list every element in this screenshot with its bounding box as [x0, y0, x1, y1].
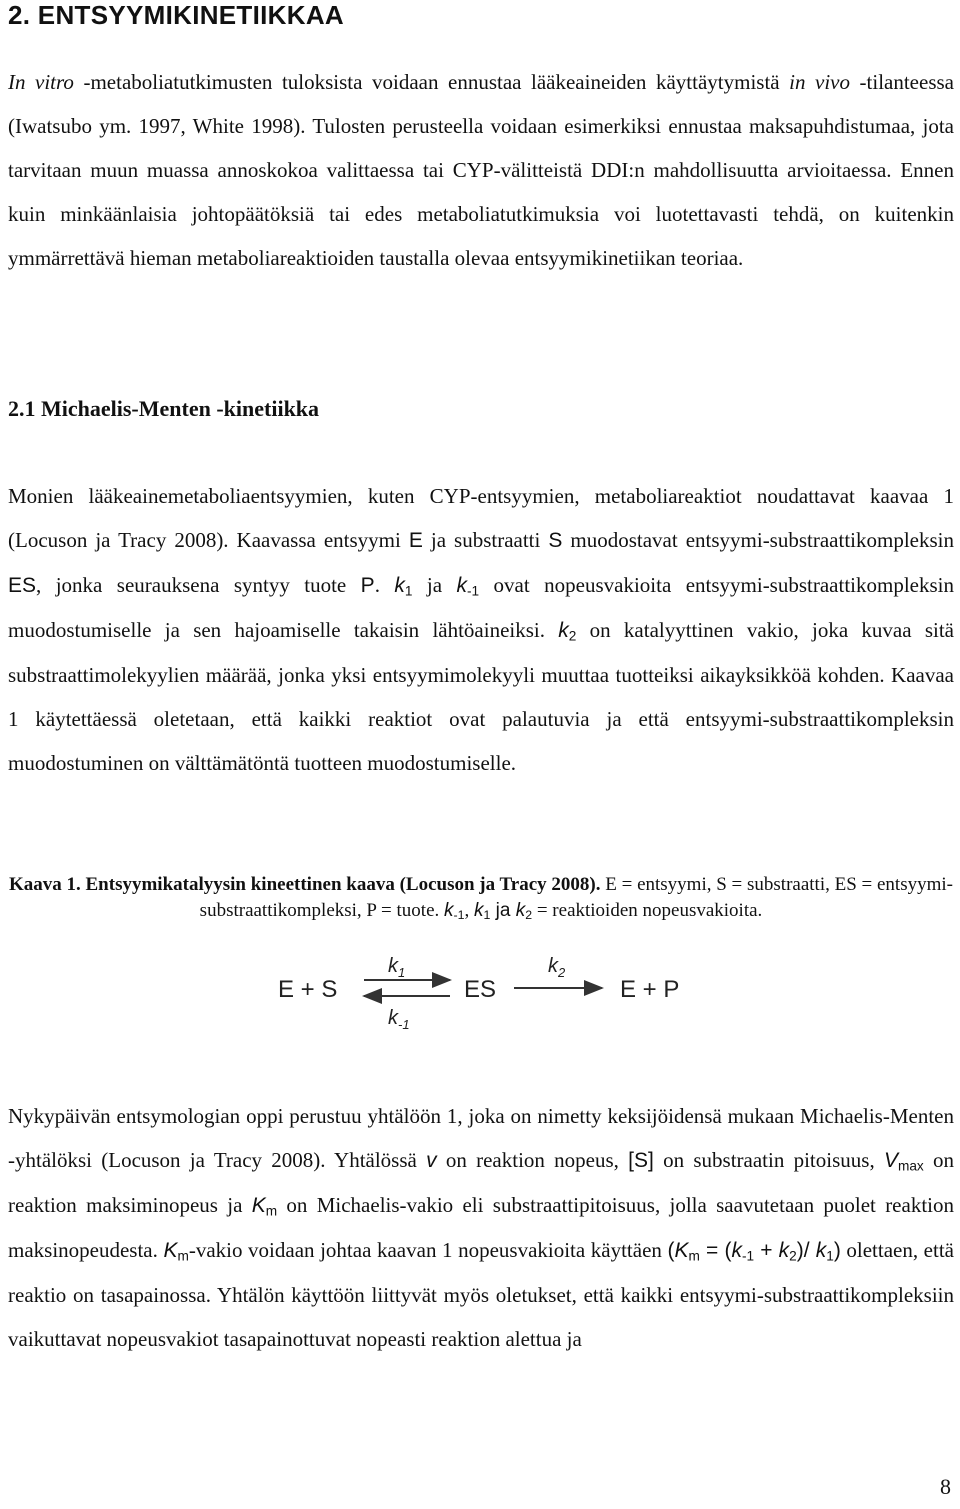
text-run: ja	[490, 900, 516, 921]
text-run: on reaktion maksiminopeus ja	[8, 1148, 955, 1217]
text-run: E = entsyymi, S = substraatti, ES = entsyymi-substraattikompleksi, P = tuote.	[199, 874, 953, 921]
subscript: 2	[789, 1248, 797, 1264]
section-heading: 2. ENTSYYMIKINETIIKKAA	[8, 0, 344, 30]
subscript: m	[265, 1203, 278, 1219]
text-run: ja substraatti	[422, 528, 549, 552]
equation-plus: +	[754, 1239, 779, 1262]
text-run: ,	[464, 900, 474, 921]
text-run: ja	[412, 573, 457, 597]
text-run: Monien lääkeainemetaboliaentsyymien, kuten CYP-entsyymien, metaboliareaktiot noudattavat kaavaa 1 (Locuson ja Tracy 2008). Kaavassa entsyymi	[8, 484, 954, 552]
subscript: m	[177, 1248, 189, 1264]
symbol-k: k	[815, 1239, 827, 1262]
paragraph-intro	[8, 60, 954, 280]
k1-subscript: 1	[398, 965, 406, 980]
symbol-e: E	[408, 529, 423, 552]
subscript: 1	[404, 583, 413, 599]
symbol-k: k	[444, 900, 454, 921]
symbol-k: k	[394, 574, 405, 597]
symbol-k: k	[778, 1239, 790, 1262]
complex-label: ES	[464, 976, 497, 1003]
text-run: on Michaelis-vakio eli substraattipitoisuus, jolla saavutetaan puolet reaktion maksinopeudesta.	[8, 1193, 954, 1262]
reactants-label: E + S	[278, 976, 338, 1003]
reaction-scheme	[266, 950, 696, 1040]
text-run: muodostavat entsyymi-substraattikompleksin	[562, 528, 954, 552]
symbol-v: v	[426, 1149, 437, 1172]
subsection-heading: 2.1 Michaelis-Menten -kinetiikka	[8, 396, 320, 421]
symbol-p: P	[360, 574, 375, 597]
symbol-k: k	[558, 619, 569, 642]
subscript: m	[688, 1248, 700, 1264]
subscript: 2	[568, 628, 577, 644]
subscript: max	[897, 1158, 924, 1174]
symbol-es: ES	[8, 574, 37, 597]
subscript: -1	[453, 908, 465, 923]
subscript: 1	[826, 1248, 834, 1264]
caption-title: Kaava 1. Entsyymikatalyysin kineettinen kaava (Locuson ja Tracy 2008).	[8, 874, 601, 895]
paragraph-michaelis-menten	[8, 474, 954, 785]
k-symbol: k	[388, 1007, 398, 1029]
rate-km1-label	[388, 1007, 410, 1032]
equation-eq: = (	[699, 1239, 732, 1262]
text-italic: in vivo	[789, 70, 850, 94]
text-run: Nykypäivän entsymologian oppi perustuu yhtälöön 1, joka on nimetty keksijöidensä mukaan Michaelis-Menten -yhtälöksi (Locuson ja Tracy 2008). Yhtälössä	[8, 1104, 954, 1172]
text-run: olettaen, että reaktio on tasapainossa. Yhtälön käyttöön liittyvät myös oletukset, että kaikki entsyymi-substraattikompleksiin vaikuttavat nopeusvakiot tasapainottuvat nopeasti reaktion alettua ja	[8, 1238, 954, 1351]
subscript: 1	[483, 908, 491, 923]
text-run: .	[374, 573, 395, 597]
symbol-km: K	[163, 1239, 178, 1262]
text-run: on substraatin pitoisuus,	[653, 1148, 884, 1172]
products-label: E + P	[620, 976, 680, 1003]
k2-subscript: 2	[558, 965, 566, 980]
text-run: -tilanteessa (Iwatsubo ym. 1997, White 1998). Tulosten perusteella voidaan esimerkiksi ennustaa maksapuhdistumaa, jota tarvitaan muun muassa annoskokoa valittaessa tai CYP-välitteistä DDI:n mahdollisuutta arvioitaessa. Ennen kuin minkäänlaisia johtopäätöksiä tai edes metaboliatutkimuksia voi luotettavasti tehdä, on kuitenkin ymmärrettävä hieman metaboliareaktioiden taustalla olevaa entsyymikinetiikan teoriaa.	[8, 70, 954, 270]
text-run: = reaktioiden nopeusvakioita.	[532, 900, 763, 921]
subscript: -1	[466, 583, 480, 599]
symbol-k: k	[456, 574, 467, 597]
text-italic: In vitro	[8, 70, 74, 94]
symbol-s: S	[548, 529, 563, 552]
equation-divide: )/	[796, 1239, 816, 1262]
text-run: , jonka seurauksena syntyy tuote	[36, 573, 361, 597]
subscript: -1	[741, 1248, 755, 1264]
k-symbol: k	[548, 955, 558, 977]
symbol-substrate-conc: [S]	[628, 1149, 654, 1172]
symbol-km: K	[674, 1239, 689, 1262]
rate-k1-label	[388, 955, 405, 980]
symbol-k: k	[731, 1239, 742, 1262]
symbol-k: k	[473, 900, 484, 921]
symbol-k: k	[515, 900, 526, 921]
text-run: -metaboliatutkimusten tuloksista voidaan ennustaa lääkeaineiden käyttäytymistä	[73, 70, 790, 94]
rate-k2-label	[548, 955, 566, 980]
paragraph-equation	[8, 1094, 954, 1361]
k-symbol: k	[388, 955, 398, 977]
equation-close: )	[833, 1239, 841, 1262]
equation-caption	[8, 872, 954, 924]
km1-subscript: -1	[398, 1017, 410, 1032]
text-run: on reaktion nopeus,	[436, 1148, 629, 1172]
text-run: ovat nopeusvakioita entsyymi-substraattikompleksin muodostumiselle ja sen hajoamiselle takaisin lähtöaineiksi.	[8, 573, 955, 642]
text-run: on katalyyttinen vakio, joka kuvaa sitä substraattimolekyylien määrää, jonka yksi entsyymimolekyyli muuttaa tuotteiksi aikayksikköä kohden. Kaavaa 1 käytettäessä oletetaan, että kaikki reaktiot ovat palautuvia ja että entsyymi-substraattikompleksin muodostuminen on välttämätöntä tuotteen muodostumiselle.	[8, 618, 954, 775]
symbol-vmax: V	[883, 1149, 898, 1172]
text-run: -vakio voidaan johtaa kaavan 1 nopeusvakioita käyttäen	[188, 1238, 668, 1262]
page-number: 8	[940, 1474, 951, 1499]
subscript: 2	[525, 908, 533, 923]
symbol-km: K	[251, 1194, 266, 1217]
equation-open: (	[667, 1239, 675, 1262]
